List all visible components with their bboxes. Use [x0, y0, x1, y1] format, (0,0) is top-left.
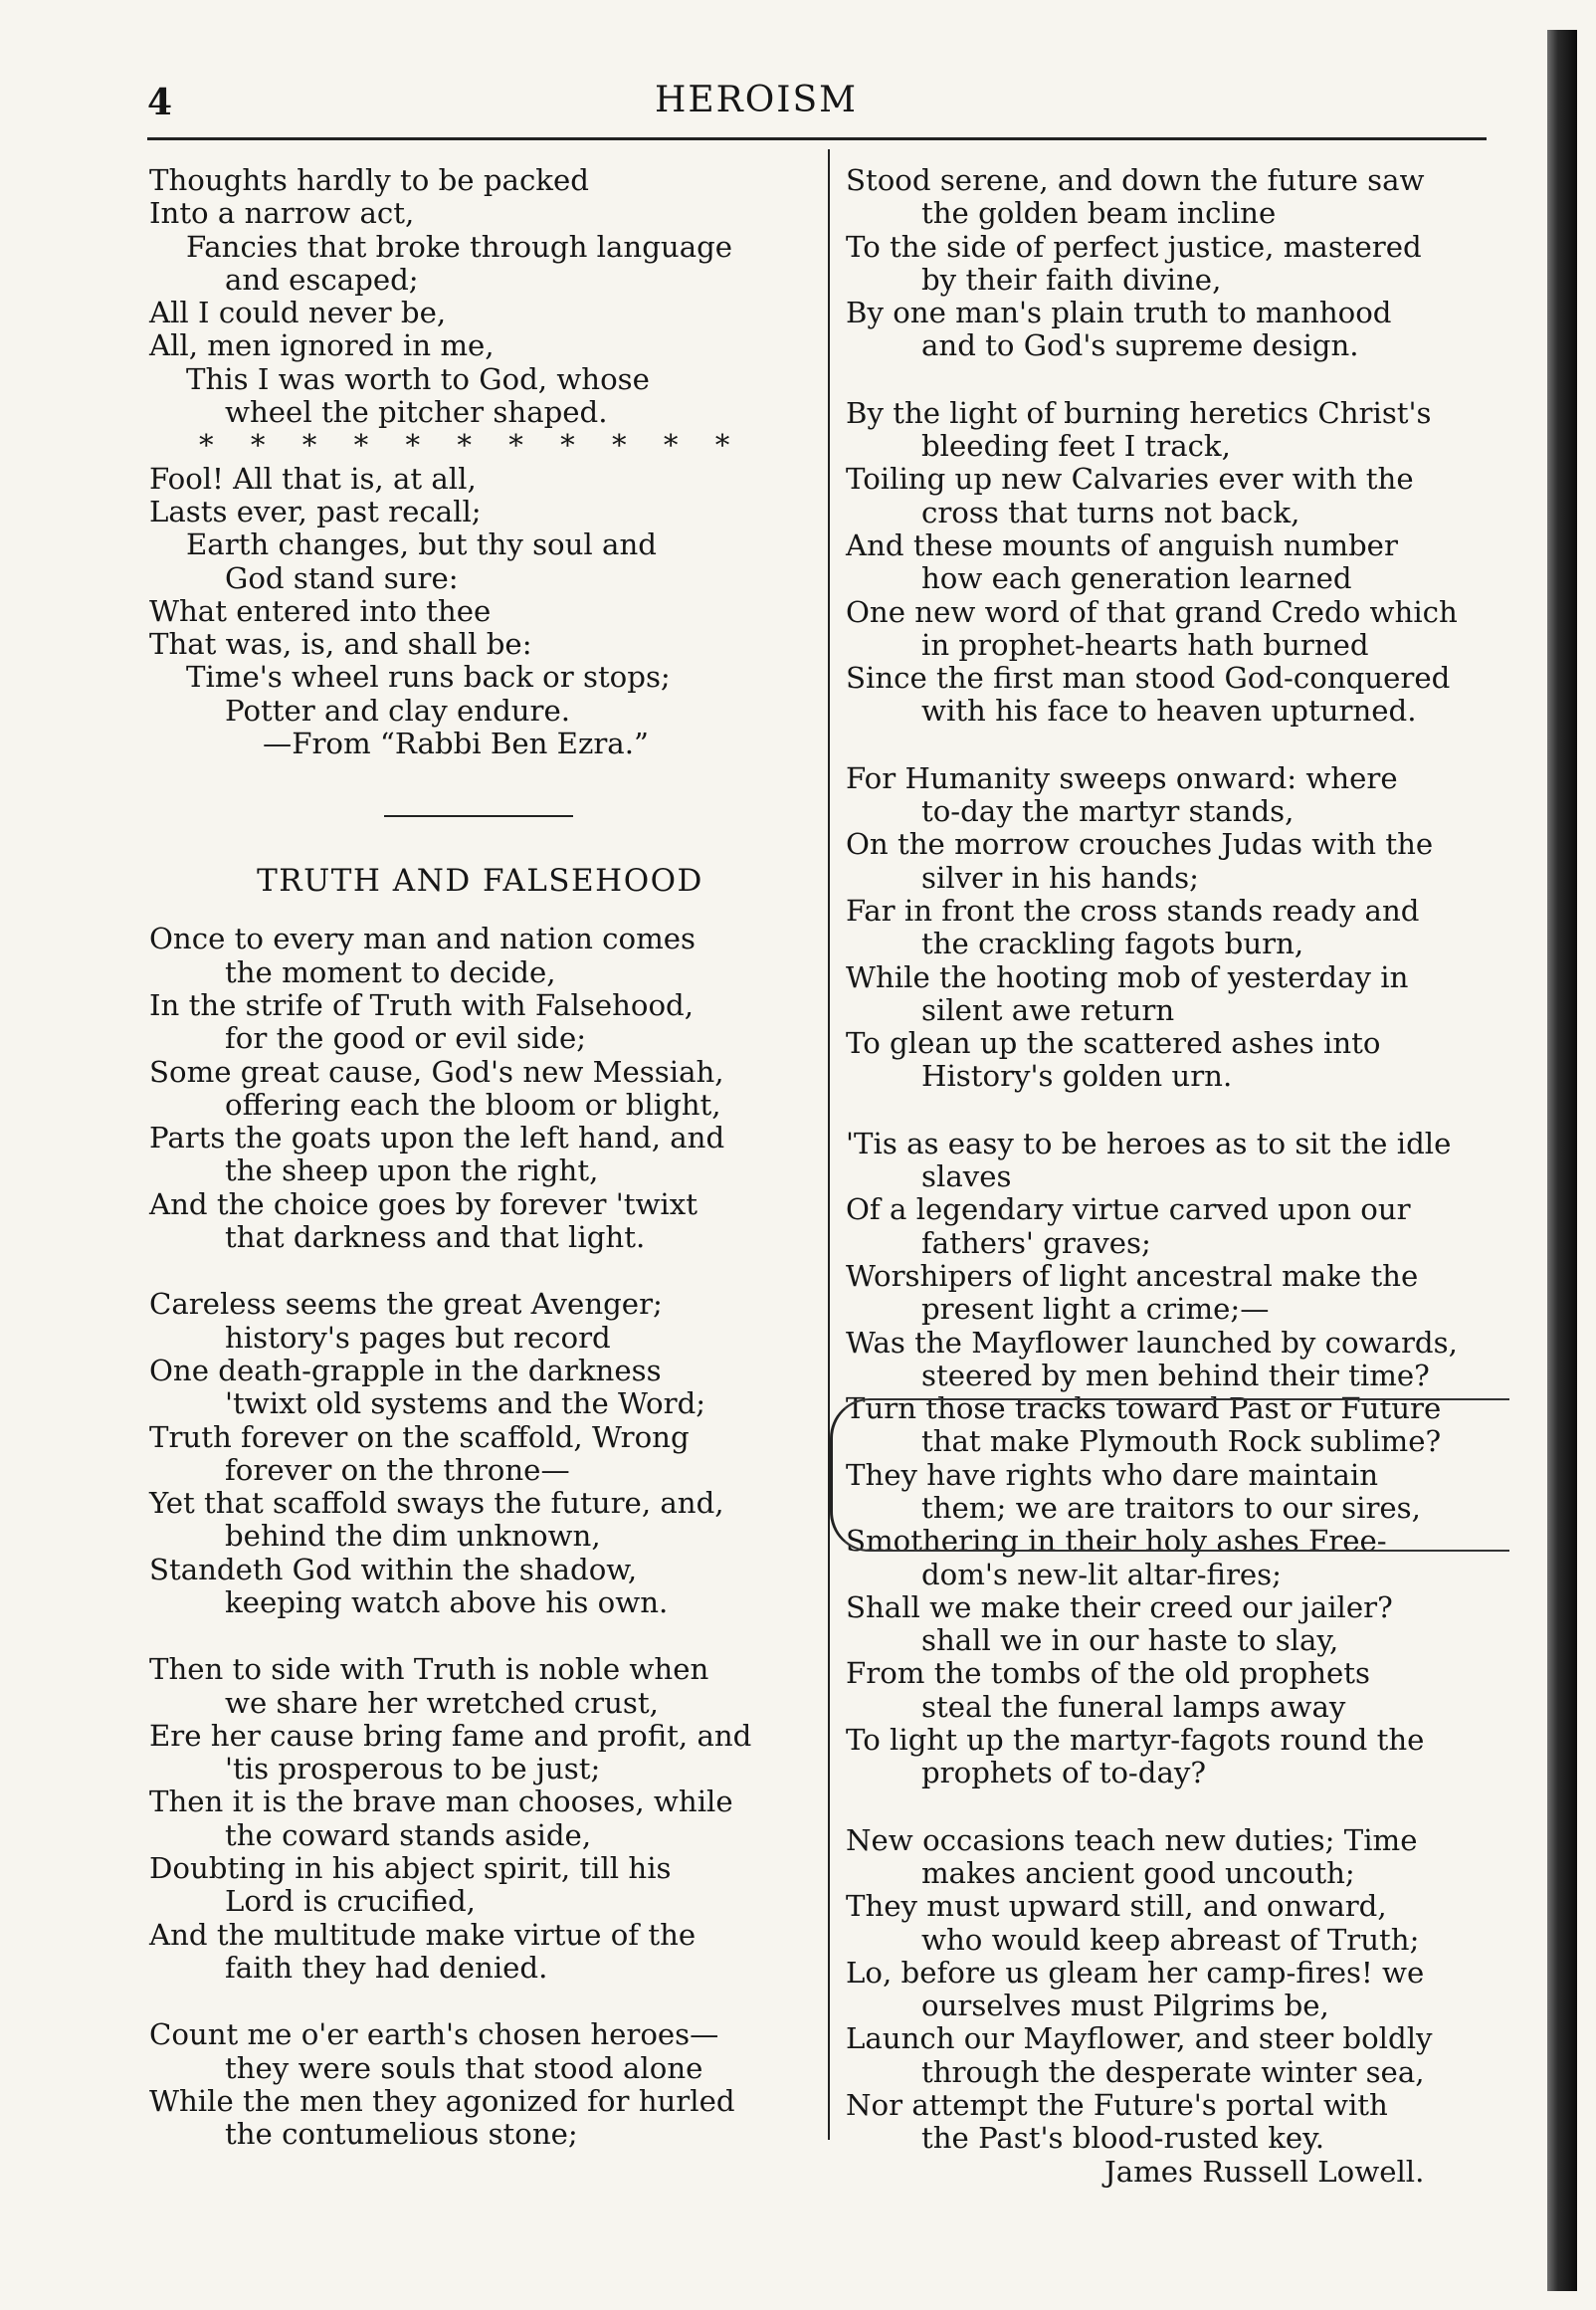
verse-line: silver in his hands; — [921, 860, 1199, 895]
verse-line: That was, is, and shall be: — [149, 627, 532, 662]
verse-line: One death-grapple in the darkness — [149, 1353, 662, 1387]
verse-line: Lord is crucified, — [225, 1884, 476, 1919]
verse-line: And the choice goes by forever 'twixt — [149, 1186, 698, 1221]
verse-line: Count me o'er earth's chosen heroes— — [149, 2017, 719, 2052]
verse-line: silent awe return — [921, 992, 1175, 1027]
verse-line: steered by men behind their time? — [921, 1358, 1430, 1392]
verse-line: dom's new-lit altar-fires; — [921, 1557, 1282, 1591]
verse-line: —From “Rabbi Ben Ezra.” — [263, 727, 649, 761]
verse-line: To light up the martyr-fagots round the — [846, 1723, 1425, 1758]
verse-line: that make Plymouth Rock sublime? — [921, 1424, 1442, 1459]
verse-line: And these mounts of anguish number — [846, 527, 1398, 562]
verse-line: Potter and clay endure. — [225, 693, 571, 728]
verse-line: steal the funeral lamps away — [921, 1689, 1346, 1724]
verse-line: All I could never be, — [149, 296, 447, 330]
header-rule — [147, 137, 1487, 140]
verse-line: They have rights who dare maintain — [846, 1457, 1378, 1492]
verse-line: To the side of perfect justice, mastered — [846, 229, 1422, 264]
verse-line: To glean up the scattered ashes into — [846, 1026, 1381, 1061]
verse-line: Lasts ever, past recall; — [149, 494, 482, 528]
stanza — [149, 2018, 811, 2151]
verse-line: history's pages but record — [225, 1320, 611, 1355]
verse-line: For Humanity sweeps onward: where — [846, 760, 1398, 795]
stanza — [149, 1653, 811, 1985]
verse-line: 'twixt old systems and the Word; — [225, 1386, 706, 1421]
verse-line: Careless seems the great Avenger; — [149, 1287, 663, 1322]
verse-line: shall we in our haste to slay, — [921, 1623, 1339, 1658]
verse-line: the golden beam incline — [921, 196, 1277, 231]
verse-line: Launch our Mayflower, and steer boldly — [846, 2021, 1433, 2056]
verse-line: ourselves must Pilgrims be, — [921, 1989, 1329, 2023]
verse-line: All, men ignored in me, — [149, 328, 495, 363]
verse-line: the moment to decide, — [225, 954, 556, 989]
verse-line: Toiling up new Calvaries ever with the — [846, 462, 1414, 497]
verse-line: Then to side with Truth is noble when — [149, 1652, 709, 1687]
poem-title: TRUTH AND FALSEHOOD — [257, 863, 703, 900]
verse-line: In the strife of Truth with Falsehood, — [149, 987, 694, 1022]
stanza — [846, 762, 1507, 1094]
verse-line: 'tis prosperous to be just; — [225, 1752, 601, 1786]
verse-line: and to God's supreme design. — [921, 328, 1359, 363]
ornament-stars: * * * * * * * * * * * — [199, 428, 744, 463]
stanza — [846, 164, 1507, 363]
verse-line: Worshipers of light ancestral make the — [846, 1258, 1419, 1293]
poem-attribution: James Russell Lowell. — [1104, 2154, 1425, 2189]
verse-line: New occasions teach new duties; Time — [846, 1822, 1418, 1857]
verse-line: History's golden urn. — [921, 1059, 1233, 1094]
verse-line: By one man's plain truth to manhood — [846, 296, 1392, 330]
verse-line: bleeding feet I track, — [921, 429, 1231, 464]
verse-line: And the multitude make virtue of the — [149, 1917, 697, 1952]
stanza — [846, 1128, 1507, 1790]
verse-line: prophets of to-day? — [921, 1756, 1206, 1790]
poem-left-text — [149, 923, 811, 2151]
verse-line: faith they had denied. — [225, 1950, 548, 1985]
verse-line: slaves — [921, 1159, 1012, 1194]
verse-line: One new word of that grand Credo which — [846, 594, 1458, 629]
page-header — [0, 0, 1596, 139]
section-divider — [384, 815, 573, 817]
verse-line: From the tombs of the old prophets — [846, 1656, 1370, 1691]
verse-line: Since the first man stood God-conquered — [846, 661, 1451, 696]
verse-line: Earth changes, but thy soul and — [186, 527, 657, 562]
verse-line: the Past's blood-rusted key. — [921, 2121, 1325, 2156]
verse-line: forever on the throne— — [225, 1452, 570, 1487]
page-edge-shadow — [1547, 30, 1577, 2291]
verse-line: how each generation learned — [921, 561, 1352, 596]
verse-line: What entered into thee — [149, 593, 492, 628]
verse-line: God stand sure: — [225, 560, 459, 595]
verse-line: While the hooting mob of yesterday in — [846, 959, 1409, 994]
verse-line: behind the dim unknown, — [225, 1519, 601, 1554]
column-divider — [828, 149, 830, 2140]
verse-line: in prophet-hearts hath burned — [921, 627, 1369, 662]
verse-line: them; we are traitors to our sires, — [921, 1490, 1421, 1525]
verse-line: who would keep abreast of Truth; — [921, 1922, 1420, 1957]
verse-line: Once to every man and nation comes — [149, 922, 697, 956]
verse-line: Was the Mayflower launched by cowards, — [846, 1325, 1458, 1360]
verse-line: the contumelious stone; — [225, 2117, 578, 2152]
verse-line: This I was worth to God, whose — [186, 361, 650, 396]
stanza — [149, 923, 811, 1254]
verse-line: While the men they agonized for hurled — [149, 2083, 735, 2118]
verse-line: the crackling fagots burn, — [921, 927, 1304, 961]
verse-line: Parts the goats upon the left hand, and — [149, 1121, 725, 1155]
verse-line: Fancies that broke through language — [186, 229, 733, 264]
verse-line: On the morrow crouches Judas with the — [846, 827, 1434, 862]
verse-line: Then it is the brave man chooses, while — [149, 1785, 733, 1819]
verse-line: the coward stands aside, — [225, 1817, 592, 1852]
page-title: HEROISM — [654, 80, 859, 120]
stanza — [149, 1288, 811, 1619]
verse-line: Thoughts hardly to be packed — [149, 163, 589, 197]
verse-line: Shall we make their creed our jailer? — [846, 1589, 1393, 1624]
verse-line: wheel the pitcher shaped. — [225, 395, 608, 430]
poem-right-text — [846, 164, 1507, 2156]
verse-line: makes ancient good uncouth; — [921, 1855, 1355, 1890]
verse-line: Nor attempt the Future's portal with — [846, 2088, 1388, 2123]
verse-line: Fool! All that is, at all, — [149, 461, 477, 496]
rabbi-ben-ezra-excerpt — [149, 164, 811, 760]
verse-line: we share her wretched crust, — [225, 1685, 659, 1720]
verse-line: 'Tis as easy to be heroes as to sit the idle — [846, 1126, 1452, 1160]
verse-line: Doubting in his abject spirit, till his — [149, 1851, 672, 1886]
verse-line: that darkness and that light. — [225, 1220, 646, 1255]
verse-line: they were souls that stood alone — [225, 2050, 703, 2085]
right-column — [846, 164, 1507, 2189]
verse-line: Some great cause, God's new Messiah, — [149, 1054, 724, 1089]
verse-line: to-day the martyr stands, — [921, 794, 1295, 829]
verse-line: They must upward still, and onward, — [846, 1889, 1387, 1924]
verse-line: cross that turns not back, — [921, 495, 1300, 529]
stanza — [846, 1824, 1507, 2156]
verse-line: fathers' graves; — [921, 1225, 1151, 1260]
verse-line: and escaped; — [225, 262, 419, 297]
verse-line: the sheep upon the right, — [225, 1154, 599, 1188]
verse-line: Lo, before us gleam her camp-fires! we — [846, 1955, 1425, 1990]
verse-line: Into a narrow act, — [149, 196, 415, 231]
page-number: 4 — [147, 82, 173, 123]
verse-line: Of a legendary virtue carved upon our — [846, 1192, 1411, 1227]
verse-line: By the light of burning heretics Christ's — [846, 395, 1432, 430]
verse-line: Truth forever on the scaffold, Wrong — [149, 1419, 690, 1454]
verse-line: keeping watch above his own. — [225, 1584, 669, 1619]
verse-line: Ere her cause bring fame and profit, and — [149, 1718, 752, 1753]
verse-line: Standeth God within the shadow, — [149, 1552, 638, 1586]
verse-line: Time's wheel runs back or stops; — [186, 660, 671, 695]
verse-line: Stood serene, and down the future saw — [846, 163, 1425, 197]
stanza — [846, 397, 1507, 729]
verse-line: for the good or evil side; — [225, 1021, 587, 1056]
verse-line: by their faith divine, — [921, 262, 1222, 297]
verse-line: through the desperate winter sea, — [921, 2054, 1425, 2089]
verse-line: present light a crime;— — [921, 1292, 1270, 1327]
verse-line: Smothering in their holy ashes Free- — [846, 1524, 1387, 1559]
verse-line: offering each the bloom or blight, — [225, 1087, 721, 1122]
left-column — [149, 164, 811, 2151]
verse-line: Far in front the cross stands ready and — [846, 893, 1420, 928]
verse-line: with his face to heaven upturned. — [921, 694, 1417, 729]
verse-line: Yet that scaffold sways the future, and, — [149, 1486, 724, 1521]
verse-line: Turn those tracks toward Past or Future — [846, 1391, 1442, 1426]
